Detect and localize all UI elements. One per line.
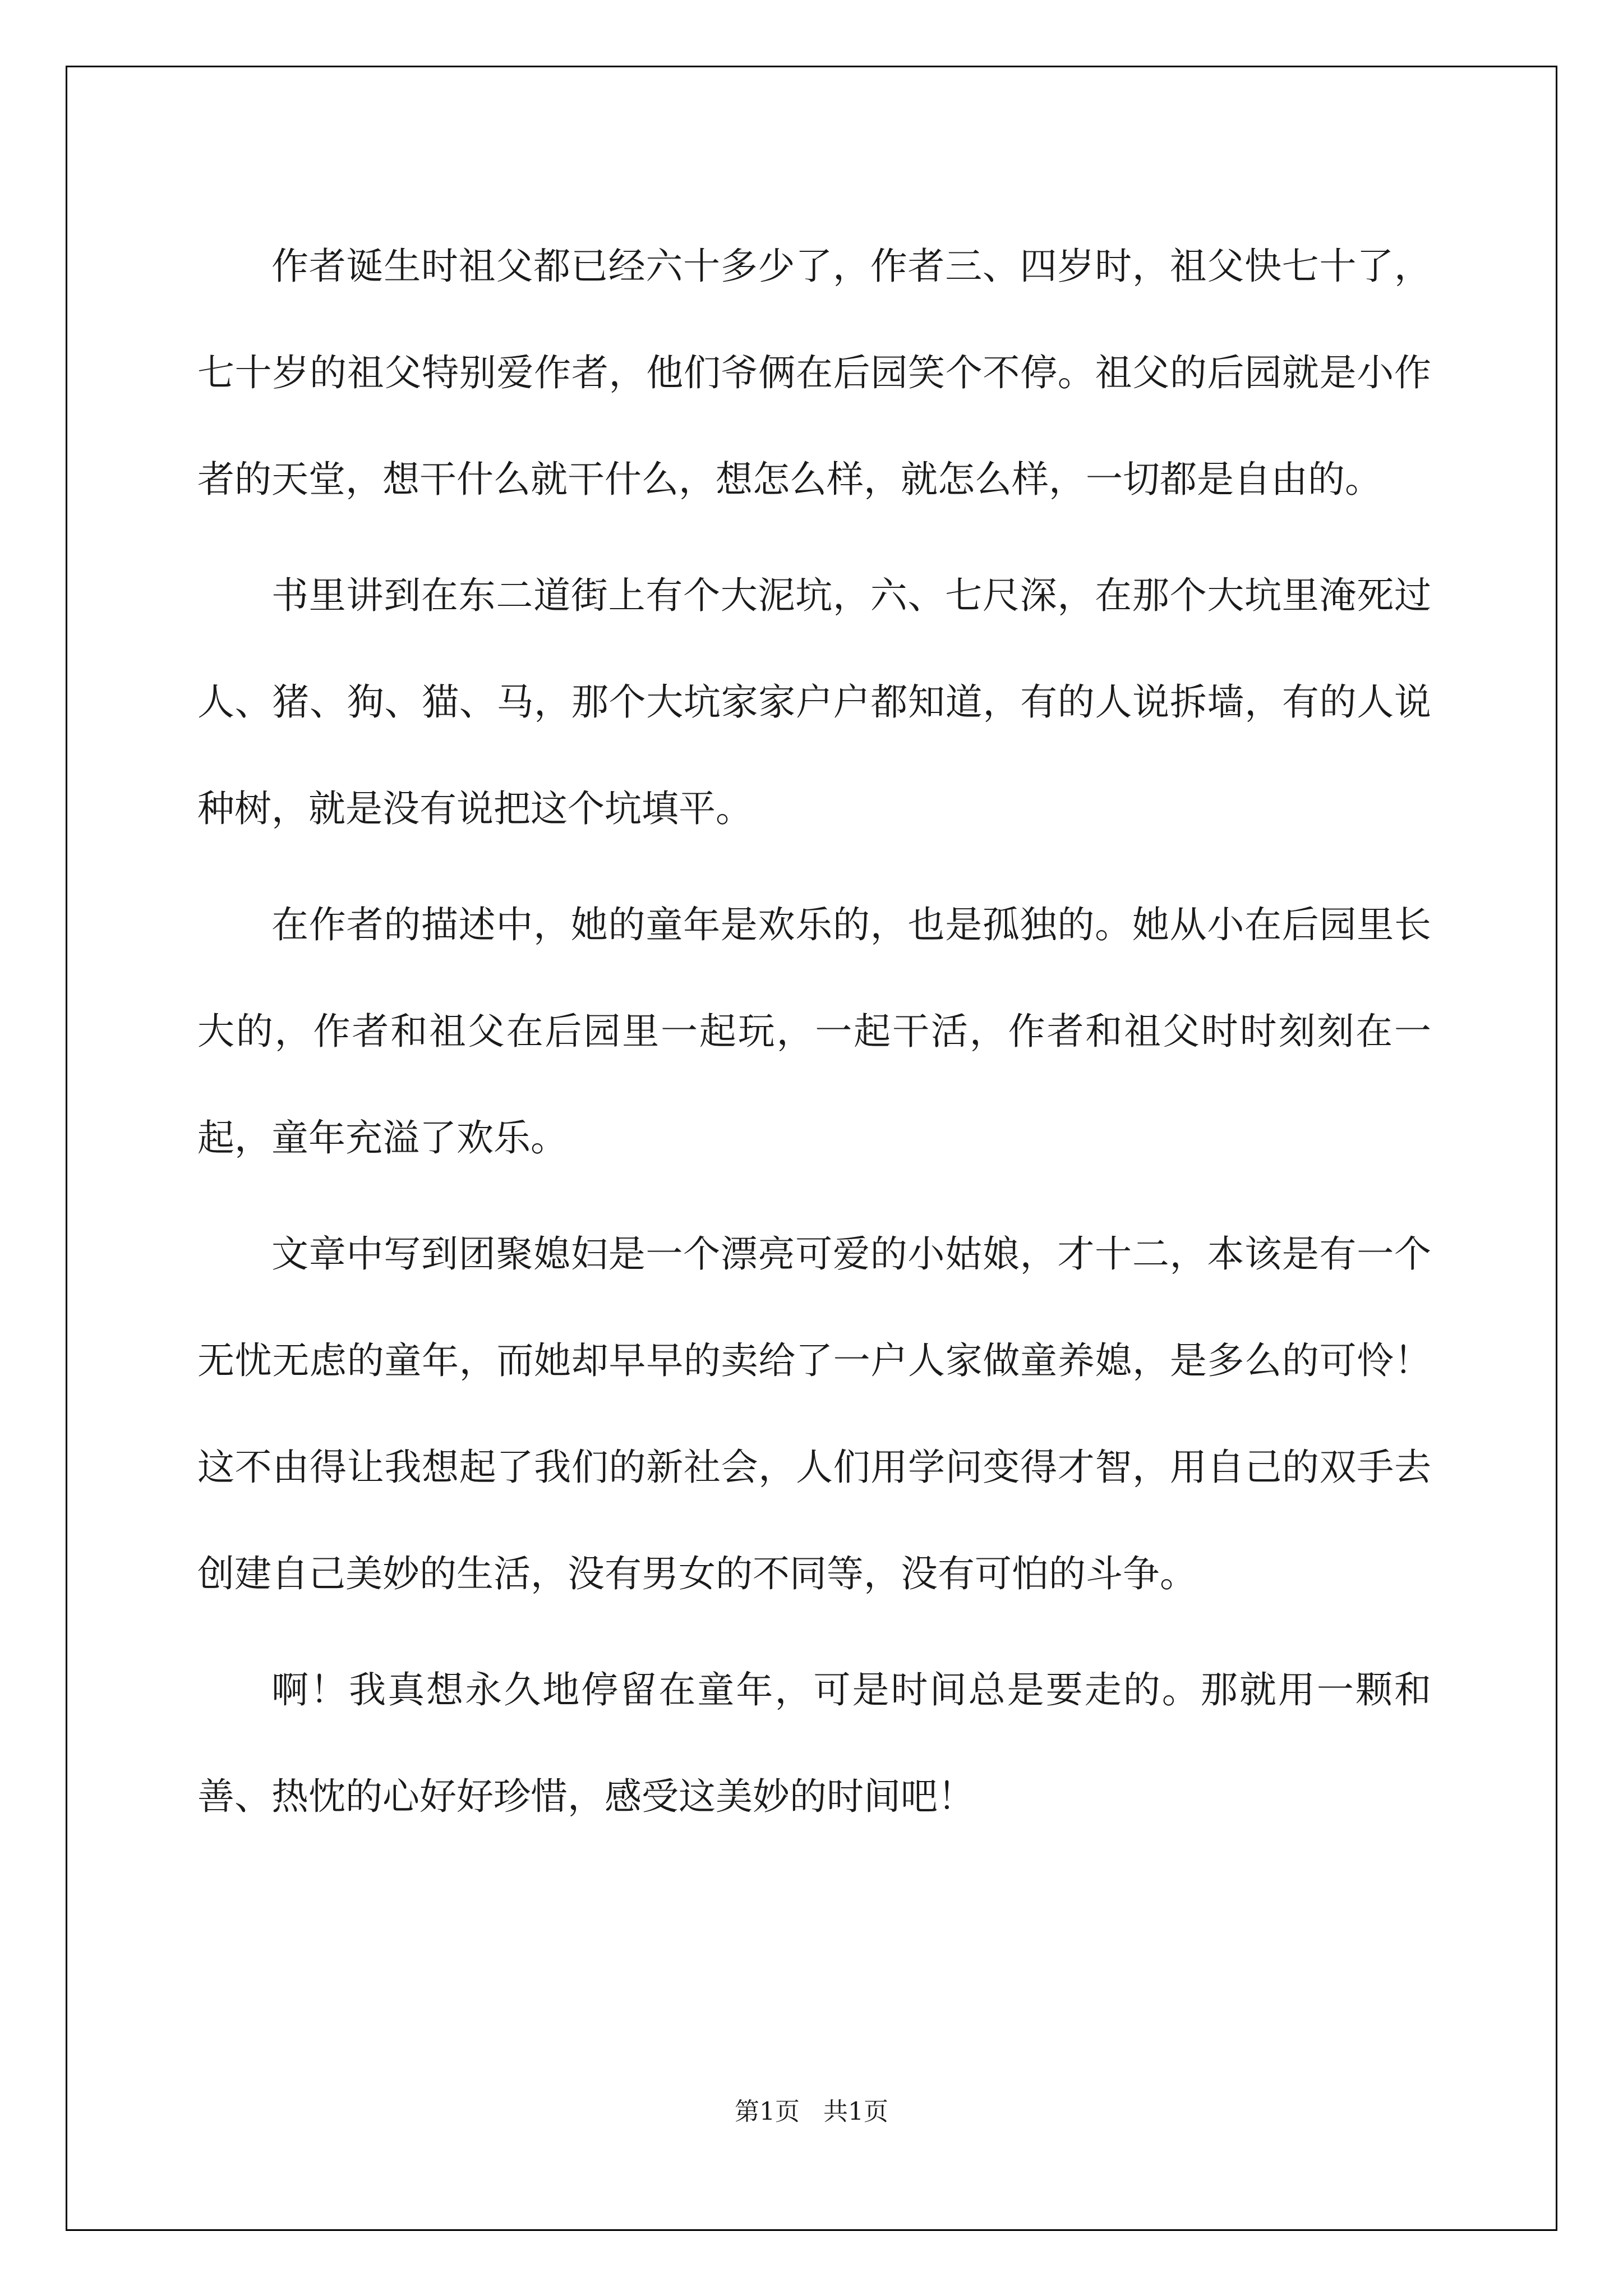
document-body [197,213,1431,1860]
page-footer: 第1页 共1页 [735,2097,888,2126]
paragraph-4: 文章中写到团聚媳妇是一个漂亮可爱的小姑娘，才十二，本该是有一个无忧无虑的童年，而她却早早的卖给了一户人家做童养媳，是多么的可怜！这不由得让我想起了我们的新社会，人们用学问变得才智，用自己的双手去创建自己美妙的生活，没有男女的不同等，没有可怕的斗争。 [197,1232,1431,1595]
paragraph-1: 作者诞生时祖父都已经六十多少了，作者三、四岁时，祖父快七十了，七十岁的祖父特别爱作者，他们爷俩在后园笑个不停。祖父的后园就是小作者的天堂，想干什么就干什么，想怎么样，就怎么样，一切都是自由的。 [197,245,1431,501]
paragraph-3: 在作者的描述中，她的童年是欢乐的，也是孤独的。她从小在后园里长大的，作者和祖父在后园里一起玩，一起干活，作者和祖父时时刻刻在一起，童年充溢了欢乐。 [197,903,1431,1159]
paragraph-5: 啊！我真想永久地停留在童年，可是时间总是要走的。那就用一颗和善、热忱的心好好珍惜，感受这美妙的时间吧！ [197,1668,1431,1818]
paragraph-2: 书里讲到在东二道街上有个大泥坑，六、七尺深，在那个大坑里淹死过人、猪、狗、猫、马，那个大坑家家户户都知道，有的人说拆墙，有的人说种树，就是没有说把这个坑填平。 [197,574,1431,830]
